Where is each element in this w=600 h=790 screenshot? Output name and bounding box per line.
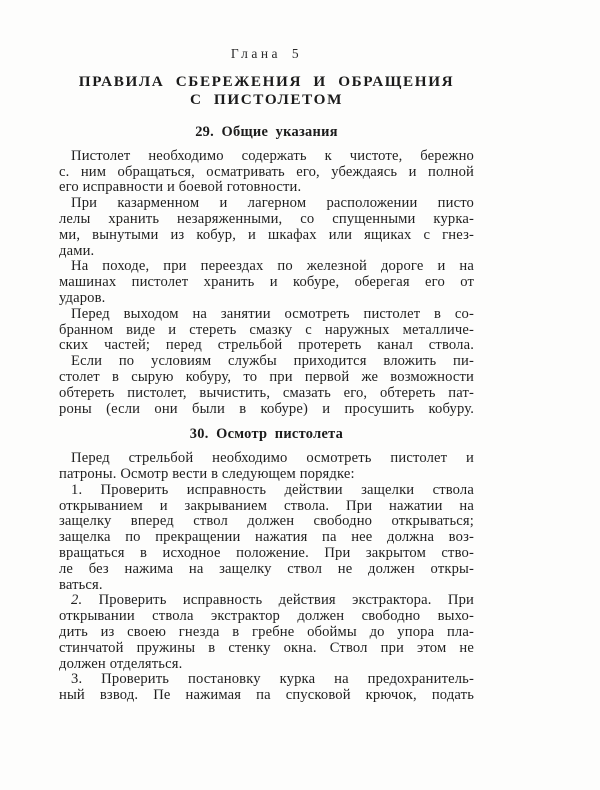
text-line: ваться. [59, 576, 103, 593]
text-line: Пистолет необходимо содержать к чистоте, бережно [71, 147, 474, 164]
section-heading: 30. Осмотр пистолета [189, 426, 344, 443]
section-heading: 29. Общие указания [195, 124, 338, 140]
text-line: ударов. [59, 289, 106, 306]
text-line: При казарменном и лагерном расположении писто [71, 195, 474, 212]
text-line: ми, вынутыми из кобур, и шкафах или ящиках с гнез- [59, 226, 474, 243]
paragraph [59, 451, 474, 483]
text-line: ный взвод. Пе нажимая па спусковой крючок, подать [59, 687, 474, 704]
paragraph [59, 196, 474, 259]
text-line: открывании ствола экстрактор должен свободно выхо- [59, 608, 474, 625]
italic-item-number: 2. [71, 592, 83, 609]
text-line: 2. Проверить исправность действия экстрактора. При [71, 592, 474, 609]
text-line: Перед выходом на занятии осмотреть пистолет в со- [71, 305, 474, 322]
page-sections [59, 125, 474, 704]
page-text-block [59, 46, 474, 704]
text-line: патроны. Осмотр вести в следующем порядке: [59, 465, 355, 482]
paragraph [59, 483, 474, 594]
text-line: 1. Проверить исправность действии защелки ствола [71, 481, 474, 498]
text-line: стинчатой пружины в стенку окна. Ствол при этом не [59, 639, 474, 656]
text-line: роны (если они были в кобуре) и просушить кобуру. [59, 400, 474, 417]
section-29 [59, 125, 474, 417]
paragraph [59, 307, 474, 354]
text-line: ле без нажима на защелку ствол не должен откры- [59, 560, 474, 577]
paragraph [59, 149, 474, 196]
text-line: бранном виде и стереть смазку с наружных металличе- [59, 321, 474, 338]
paragraph [59, 259, 474, 306]
text-line: дами. [59, 242, 95, 259]
text-line: 3. Проверить постановку курка на предохранитель- [71, 671, 474, 688]
text-line: столет в сырую кобуру, то при первой же возможности [59, 368, 474, 385]
page-title-line-1: ПРАВИЛА СБЕРЕЖЕНИЯ И ОБРАЩЕНИЯ [78, 73, 455, 90]
text-line: машинах пистолет хранить и кобуре, оберегая его от [59, 274, 474, 291]
text-line: должен отделяться. [59, 655, 183, 672]
paragraph [59, 354, 474, 417]
text-line: вращаться в исходное положение. При закрытом ство- [59, 544, 474, 561]
text-line: дить из своею гнезда в гребне обоймы до упора пла- [59, 623, 474, 640]
text-line: обтереть пистолет, вычистить, смазать его, обтереть пат- [59, 384, 474, 401]
section-30 [59, 427, 474, 704]
text-line: лелы хранить незаряженными, со спущенными курка- [59, 210, 474, 227]
text-line: защелка по прекращении нажатия па нее должна воз- [59, 529, 474, 546]
text-line: На походе, при переездах по железной дороге и на [71, 258, 474, 275]
text-line: открыванием и закрыванием ствола. При нажатии на [59, 497, 474, 514]
paragraph [59, 593, 474, 672]
text-line: его исправности и боевой готовности. [59, 179, 302, 196]
page-title [59, 73, 474, 108]
page-title-line-2: С ПИСТОЛЕТОМ [189, 90, 344, 108]
text-line: защелку вперед ствол должен свободно открываться; [59, 513, 474, 530]
text-line: Перед стрельбой необходимо осмотреть пистолет и [71, 450, 474, 467]
paragraph [59, 672, 474, 704]
chapter-label: Глана 5 [230, 46, 303, 61]
text-line: ских частей; перед стрельбой протереть канал ствола. [59, 337, 474, 354]
text-line: с. ним обращаться, осматривать его, убеждаясь и полной [59, 163, 474, 180]
text-line: Если по условиям службы приходится вложить пи- [71, 353, 474, 370]
